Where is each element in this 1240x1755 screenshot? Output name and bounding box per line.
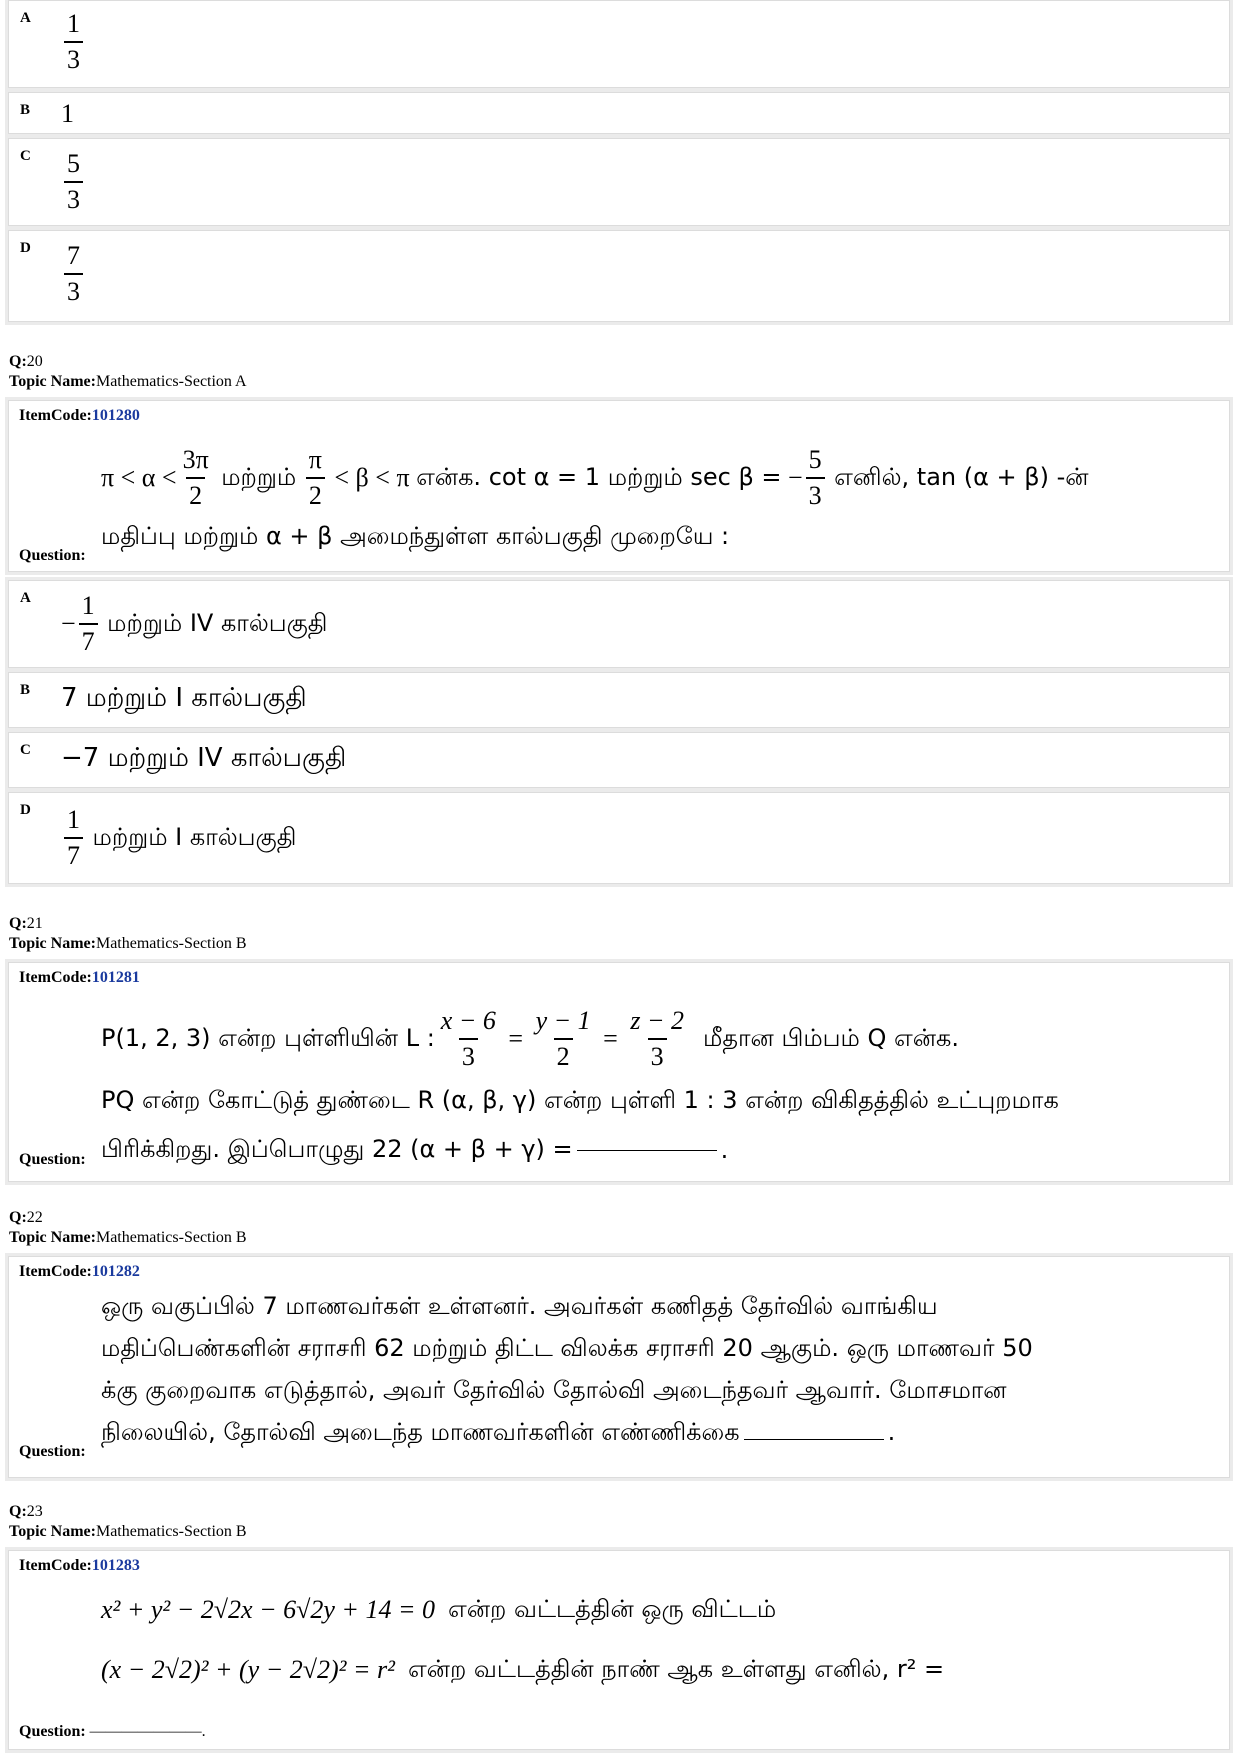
item-code: ItemCode:101283 bbox=[19, 1557, 140, 1574]
option-fraction: $\frac{1}{3}$ bbox=[64, 11, 83, 73]
topic-name: Mathematics-Section B bbox=[95, 1229, 247, 1246]
item-code: ItemCode:101282 bbox=[19, 1263, 140, 1280]
question-box bbox=[8, 400, 1230, 572]
question-text: ஒரு வகுப்பில் 7 மாணவர்கள் உள்ளனர். அவர்கள் கணிதத் தேர்வில் வாங்கிய மதிப்பெண்களின் சராசரி 62 மற்றும் திட்ட விலக்க சராசரி 20 ஆகும். ஒரு மாணவர் 50 க்கு குறைவாக எடுத்தால், அவர் தேர்வில் தோல்வி அடைந்தவர் ஆவார். மோசமான நிலையில், தோல்வி அடைந்த மாணவர்களின் எண்ணிக்கை . bbox=[101, 1292, 1033, 1446]
question-header: Q:21 Topic Name:Mathematics-Section B bbox=[9, 915, 247, 952]
option-c[interactable] bbox=[8, 138, 1230, 226]
question-text: π < α < $\frac{3\pi}{2}$ மற்றும் $\frac{\pi}{2}$ < β < π என்க. cot α = 1 மற்றும் sec β = − $\frac{5}{3}$ எனில், tan (α + β) -ன் மதிப்பு மற்றும் α + β அமைந்துள்ள கால்பகுதி முறையே : bbox=[101, 445, 1089, 550]
option-d[interactable] bbox=[8, 230, 1230, 322]
option-a[interactable]: A − $\frac{1}{7}$ மற்றும் IV கால்பகுதி bbox=[8, 580, 1230, 668]
question-label: Question: bbox=[19, 1443, 86, 1460]
question-number: 21 bbox=[26, 915, 43, 932]
item-code: ItemCode:101281 bbox=[19, 969, 140, 986]
option-letter: D bbox=[20, 240, 31, 256]
question-header: Q:20 Topic Name:Mathematics-Section A bbox=[9, 353, 247, 390]
option-letter: B bbox=[20, 102, 31, 118]
question-box bbox=[8, 1550, 1230, 1750]
question-header: Q:22 Topic Name:Mathematics-Section B bbox=[9, 1209, 247, 1246]
question-box bbox=[8, 1256, 1230, 1478]
option-c[interactable]: C −7 மற்றும் IV கால்பகுதி bbox=[8, 732, 1230, 788]
question-number: 23 bbox=[26, 1503, 43, 1520]
question-label: Question: bbox=[19, 1151, 86, 1168]
question-text: P(1, 2, 3) என்ற புள்ளியின் L : $\frac{x - 6}{3}$ = $\frac{y - 1}{2}$ = $\frac{z - 2}{3}$ மீதான பிம்பம் Q என்க. PQ என்ற கோட்டுத் துண்டை R (α, β, γ) என்ற புள்ளி 1 : 3 என்ற விகிதத்தில் உட்புறமாக பிரிக்கிறது. இப்பொழுது 22 (α + β + γ) = . bbox=[101, 1006, 1059, 1164]
question-number: 20 bbox=[26, 353, 43, 370]
question-text: x² + y² − 2√2x − 6√2y + 14 = 0 என்ற வட்டத்தின் ஒரு விட்டம் (x − 2√2)² + (y − 2√2)² = r² என்ற வட்டத்தின் நாண் ஆக உள்ளது எனில், r² = bbox=[101, 1594, 945, 1684]
option-value: 1 bbox=[61, 99, 74, 128]
option-b[interactable]: B 7 மற்றும் I கால்பகுதி bbox=[8, 672, 1230, 728]
option-fraction: $\frac{7}{3}$ bbox=[64, 243, 83, 305]
topic-name: Mathematics-Section B bbox=[95, 935, 247, 952]
topic-name: Mathematics-Section A bbox=[95, 373, 247, 390]
question-header: Q:23 Topic Name:Mathematics-Section B bbox=[9, 1503, 247, 1540]
option-d[interactable]: D $\frac{1}{7}$ மற்றும் I கால்பகுதி bbox=[8, 792, 1230, 884]
question-label: Question: bbox=[19, 547, 86, 564]
question-label: Question: ———————. bbox=[19, 1723, 206, 1740]
option-letter: A bbox=[20, 10, 31, 26]
option-b[interactable] bbox=[8, 92, 1230, 134]
option-fraction: $\frac{5}{3}$ bbox=[64, 151, 83, 213]
option-a[interactable] bbox=[8, 0, 1230, 88]
item-code: ItemCode:101280 bbox=[19, 407, 140, 424]
question-number: 22 bbox=[26, 1209, 43, 1226]
topic-name: Mathematics-Section B bbox=[95, 1523, 247, 1540]
option-letter: C bbox=[20, 148, 31, 164]
question-box bbox=[8, 962, 1230, 1182]
